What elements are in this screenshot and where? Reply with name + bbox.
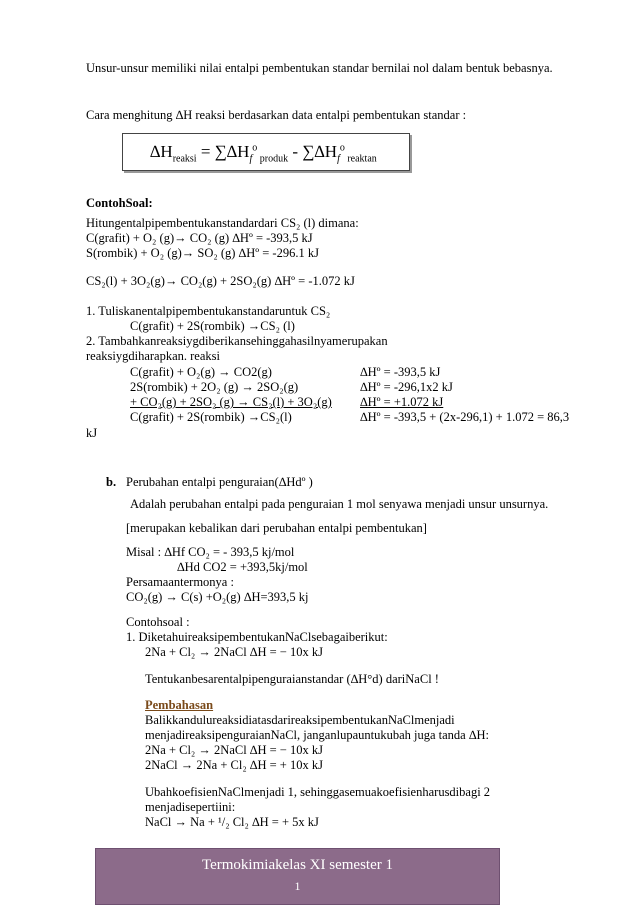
- reaction-row-4-dh: ∆Hº = -393,5 + (2x-296,1) + 1.072 = 86,3: [360, 410, 570, 424]
- persamaan-label: Persamaantermonya :: [126, 575, 234, 589]
- pembahasan-line-7: NaCl → Na + ¹/₂ Cl₂ ∆H = + 5x kJ: [145, 815, 319, 829]
- footer-bar: [95, 848, 500, 905]
- pembahasan-heading: Pembahasan: [145, 698, 214, 712]
- step-2-a: 2. Tambahkanreaksiygdiberikansehinggahasilnyamerupakan: [86, 334, 388, 348]
- persamaan-equation: CO₂(g) → C(s) +O₂(g) ∆H=393,5 kj: [126, 590, 309, 604]
- pembahasan-line-5: UbahkoefisienNaClmenjadi 1, sehinggasemuakoefisienharusdibagi 2: [145, 785, 491, 799]
- step-1-equation: C(grafit) + 2S(rombik) →CS₂ (l): [130, 319, 295, 333]
- pembahasan-line-2: menjadireaksipenguraianNaCl, janganlupauntukubah juga tanda ∆H:: [145, 728, 490, 742]
- question-1-ask: Tentukanbesarentalpipenguraianstandar (∆H°d) dariNaCl !: [145, 672, 439, 686]
- intro-text: Unsur-unsur memiliki nilai entalpi pembentukan standar bernilai nol dalam bentuk bebasnya.: [86, 61, 553, 75]
- footer-title: Termokimiakelas XI semester 1: [202, 857, 393, 873]
- misal-line-2: ∆Hd CO2 = +393,5kj/mol: [177, 560, 308, 574]
- example-line-1: Hitungentalpipembentukanstandardari CS₂ (l) dimana:: [86, 216, 359, 230]
- section-b-note: [merupakan kebalikan dari perubahan entalpi pembentukan]: [126, 521, 427, 535]
- example-heading: ContohSoal:: [86, 196, 153, 210]
- step-2-b: reaksiygdiharapkan. reaksi: [86, 349, 220, 363]
- section-b-label: b.: [106, 475, 117, 489]
- example-line-3: S(rombik) + O₂ (g)→ SO₂ (g) ∆Hº = -296.1 kJ: [86, 246, 319, 260]
- example-line-2: C(grafit) + O₂ (g)→ CO₂ (g) ∆Hº = -393,5 kJ: [86, 231, 313, 245]
- pembahasan-line-1: BalikkandulureaksidiatasdarireaksipembentukanNaClmenjadi: [145, 713, 455, 727]
- step-1: 1. Tuliskanentalpipembentukanstandaruntuk CS₂: [86, 304, 331, 318]
- page-number: 1: [294, 879, 301, 893]
- contoh-label: Contohsoal :: [126, 615, 190, 629]
- reaction-row-4-eq: C(grafit) + 2S(rombik) →CS₂(l): [130, 410, 292, 424]
- section-b-definition: Adalah perubahan entalpi pada penguraian 1 mol senyawa menjadi unsur unsurnya.: [130, 497, 549, 511]
- misal-line-1: Misal : ∆Hf CO₂ = - 393,5 kj/mol: [126, 545, 295, 559]
- enthalpy-formula: $\Delta H_{reaksi} = \sum\Delta H_f^o$ $_{produk} - \sum\Delta H_f^o$ $_{reaktan}$: [150, 142, 377, 165]
- method-text: Cara menghitung ∆H reaksi berdasarkan data entalpi pembentukan standar :: [86, 108, 467, 122]
- unit-tail: kJ: [86, 426, 98, 440]
- reaction-row-2-eq: 2S(rombik) + 2O₂ (g) → 2SO₂(g): [130, 380, 299, 394]
- pembahasan-line-3: 2Na + Cl₂ → 2NaCl ∆H = − 10x kJ: [145, 743, 323, 757]
- pembahasan-line-6: menjadisepertiini:: [145, 800, 236, 814]
- example-line-4: CS₂(l) + 3O₂(g)→ CO₂(g) + 2SO₂(g) ∆Hº = -1.072 kJ: [86, 274, 355, 288]
- reaction-row-1-eq: C(grafit) + O₂(g) → CO2(g): [130, 365, 272, 379]
- reaction-row-1-dh: ∆Hº = -393,5 kJ: [360, 365, 441, 379]
- reaction-row-2-dh: ∆Hº = -296,1x2 kJ: [360, 380, 453, 394]
- reaction-row-3-dh: ∆Hº = +1.072 kJ: [360, 395, 444, 409]
- pembahasan-line-4: 2NaCl → 2Na + Cl₂ ∆H = + 10x kJ: [145, 758, 323, 772]
- question-1: 1. DiketahuireaksipembentukanNaClsebagaiberikut:: [126, 630, 388, 644]
- section-b-title: Perubahan entalpi penguraian(∆Hdº ): [126, 475, 313, 489]
- question-1-equation: 2Na + Cl₂ → 2NaCl ∆H = − 10x kJ: [145, 645, 323, 659]
- reaction-row-3-eq: + CO₂(g) + 2SO₂ (g) → CS₂(l) + 3O₂(g): [130, 395, 332, 409]
